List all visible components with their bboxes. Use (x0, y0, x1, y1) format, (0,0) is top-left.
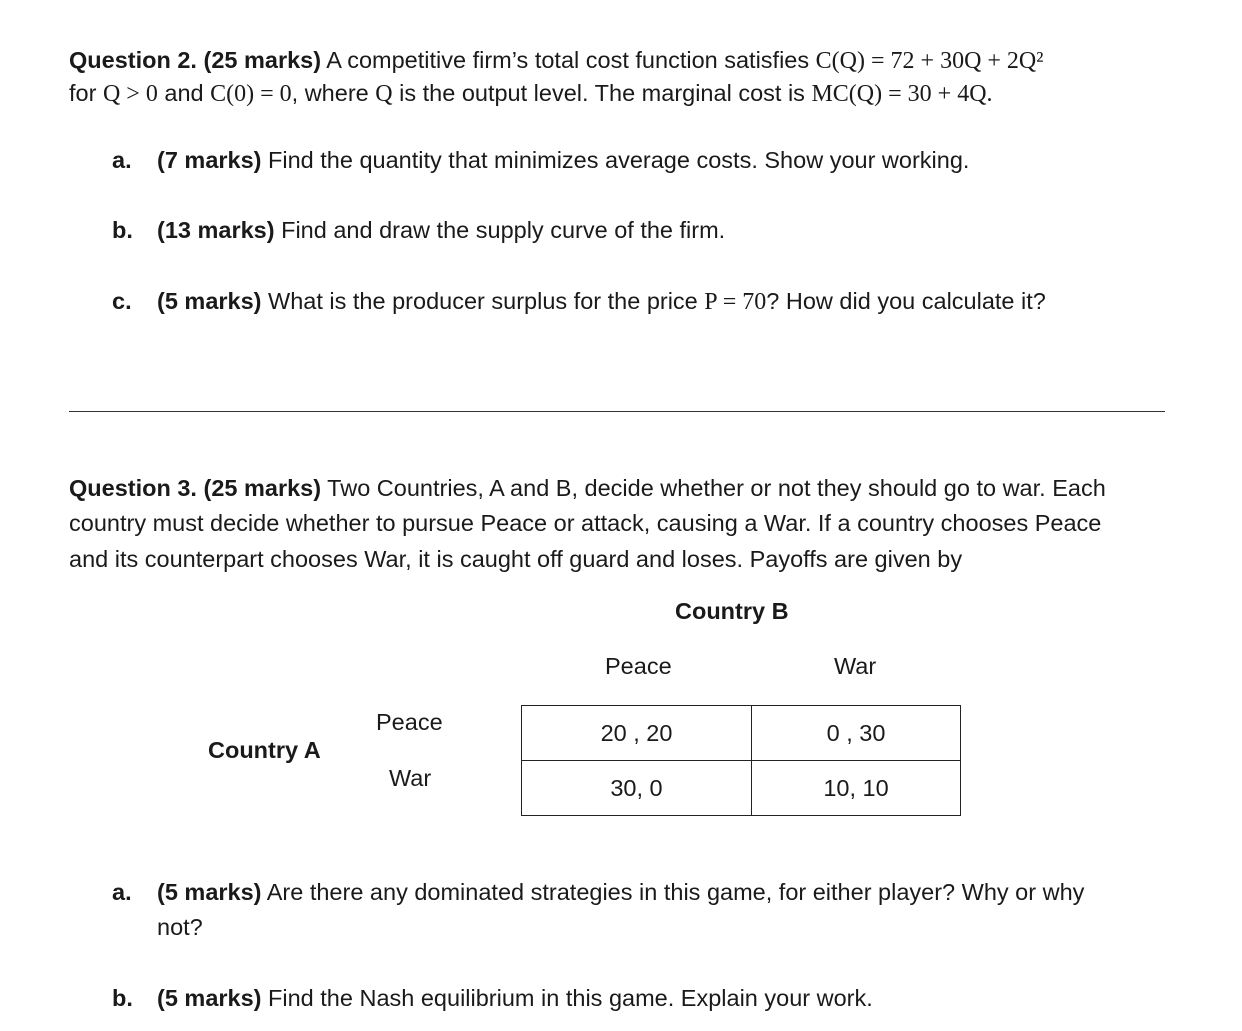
q3a-text-cont: not? (157, 914, 203, 940)
q2-text: is the output level. The marginal cost is (392, 80, 812, 106)
row-label-peace: Peace (376, 709, 443, 735)
q3-line-2: country must decide whether to pursue Peace or attack, causing a War. If a country chooses Peace (69, 510, 1102, 536)
q2-text: and (157, 80, 211, 106)
q2c-text (157, 284, 1046, 319)
q3a-text (157, 875, 1084, 909)
q2-math-q: Q (375, 81, 393, 107)
payoff-row-peace (522, 706, 961, 761)
q2b-marks: (13 marks) (157, 217, 275, 243)
q2-text: , where (291, 80, 376, 106)
q2b-question: Find and draw the supply curve of the firm. (274, 217, 726, 243)
row-player-label: Country A (208, 737, 321, 763)
q3b-question: Find the Nash equilibrium in this game. Explain your work. (261, 985, 873, 1011)
q2-math-c0: C(0) = 0 (210, 81, 292, 107)
q2c-price: P = 70 (704, 289, 767, 315)
col-player-label: Country B (675, 598, 789, 624)
q2b-text (157, 213, 725, 247)
q3b-label: b. (112, 985, 133, 1011)
q2-title: Question 2. (25 marks) (69, 47, 322, 73)
payoff-cell-war-war: 10, 10 (752, 761, 961, 816)
q2-marginal-cost: MC(Q) = 30 + 4Q. (811, 81, 993, 107)
q2-cost-function: C(Q) = 72 + 30Q + 2Q² (815, 48, 1044, 74)
q3b-marks: (5 marks) (157, 985, 262, 1011)
q2-line-2 (69, 76, 993, 111)
q3-line-1 (69, 471, 1106, 505)
q2a-text (157, 143, 969, 177)
q2c-question: What is the producer surplus for the price (261, 288, 705, 314)
section-divider (69, 411, 1165, 412)
q2a-label: a. (112, 147, 132, 173)
col-label-peace: Peace (605, 653, 672, 679)
q3b-text (157, 981, 873, 1015)
q2-math-q-positive: Q > 0 (102, 81, 158, 107)
payoff-cell-peace-war: 0 , 30 (752, 706, 961, 761)
q3a-question: Are there any dominated strategies in this game, for either player? Why or why (261, 879, 1085, 905)
q2c-marks: (5 marks) (157, 288, 262, 314)
q3-intro-text: Two Countries, A and B, decide whether or not they should go to war. Each (321, 475, 1106, 501)
col-label-war: War (834, 653, 877, 679)
q2-line-1 (69, 43, 1043, 78)
q2a-marks: (7 marks) (157, 147, 262, 173)
payoff-row-war (522, 761, 961, 816)
q3-title: Question 3. (25 marks) (69, 475, 322, 501)
q3-line-3: and its counterpart chooses War, it is caught off guard and loses. Payoffs are given by (69, 546, 963, 572)
q3a-marks: (5 marks) (157, 879, 262, 905)
q3a-label: a. (112, 879, 132, 905)
q2b-label: b. (112, 217, 133, 243)
row-label-war: War (389, 765, 432, 791)
payoff-cell-war-peace: 30, 0 (522, 761, 752, 816)
payoff-matrix (521, 705, 961, 816)
payoff-cell-peace-peace: 20 , 20 (522, 706, 752, 761)
q2c-label: c. (112, 288, 132, 314)
q2c-question-end: ? How did you calculate it? (766, 288, 1046, 314)
q2-intro-text: A competitive firm’s total cost function satisfies (321, 47, 816, 73)
q2-text: for (69, 80, 103, 106)
q2a-question: Find the quantity that minimizes average costs. Show your working. (261, 147, 970, 173)
